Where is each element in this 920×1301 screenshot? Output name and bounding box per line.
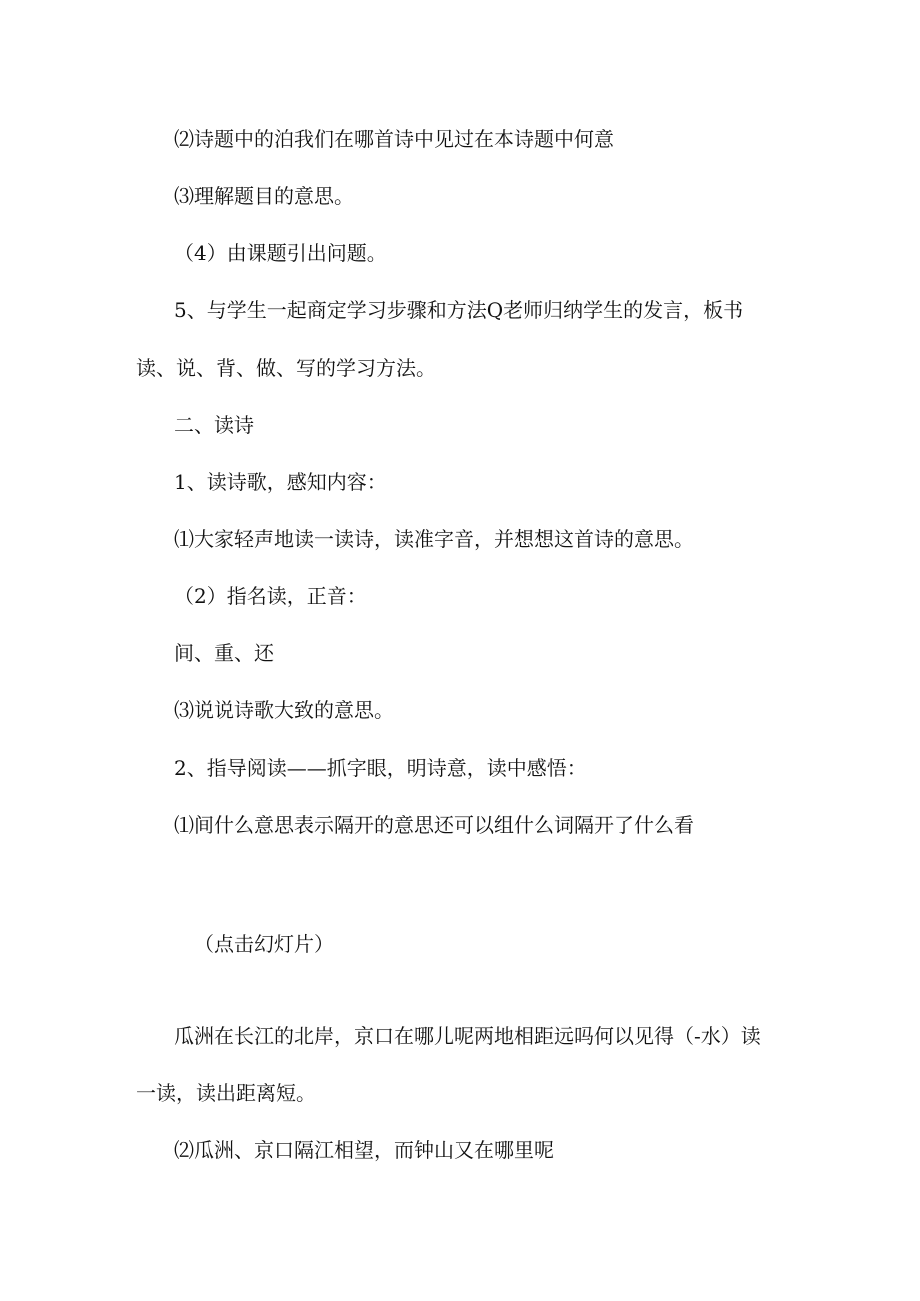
text-line-2: ⑶理解题目的意思。 [174, 184, 354, 208]
text-line-16: 一读，读出距离短。 [136, 1081, 316, 1105]
text-line-3: （4）由课题引出问题。 [174, 241, 387, 265]
text-line-12: 2、指导阅读——抓字眼，明诗意，读中感悟： [174, 756, 587, 780]
text-line-8: ⑴大家轻声地读一读诗，读准字音，并想想这首诗的意思。 [174, 527, 694, 551]
text-line-9: （2）指名读，正音： [174, 584, 367, 608]
text-line-11: ⑶说说诗歌大致的意思。 [174, 698, 394, 722]
text-line-7: 1、读诗歌，感知内容： [174, 470, 387, 494]
text-line-10: 间、重、还 [174, 641, 274, 665]
text-line-1: ⑵诗题中的泊我们在哪首诗中见过在本诗题中何意 [174, 127, 614, 151]
text-line-15: 瓜洲在长江的北岸，京口在哪儿呢两地相距远吗何以见得（-水）读 [174, 1024, 761, 1048]
text-line-5: 读、说、背、做、写的学习方法。 [136, 356, 436, 380]
text-line-13: ⑴间什么意思表示隔开的意思还可以组什么词隔开了什么看 [174, 813, 694, 837]
text-line-17: ⑵瓜洲、京口隔江相望，而钟山又在哪里呢 [174, 1138, 554, 1162]
section-heading-read-poem: 二、读诗 [174, 413, 254, 437]
text-line-4: 5、与学生一起商定学习步骤和方法Q老师归纳学生的发言，板书 [174, 298, 744, 322]
slide-note: （点击幻灯片） [194, 932, 334, 956]
